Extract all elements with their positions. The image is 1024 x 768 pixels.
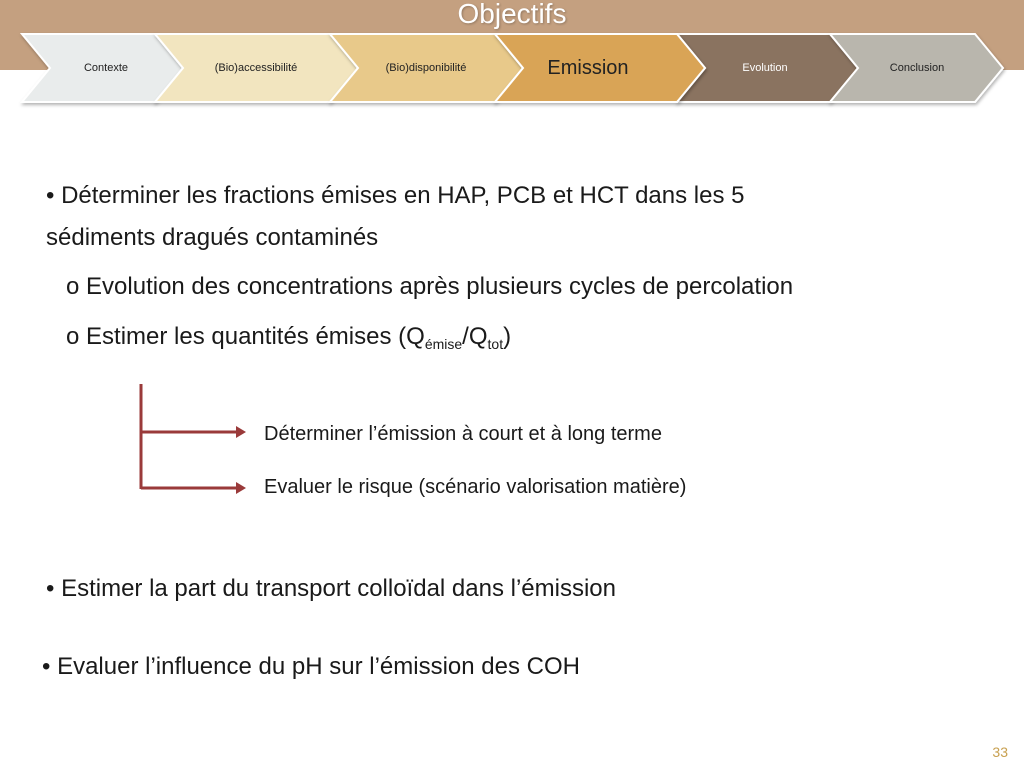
arrow-2-head <box>236 482 246 494</box>
nav-label-conclusion: Conclusion <box>889 62 945 74</box>
arrow-2-text: Evaluer le risque (scénario valorisation matière) <box>264 476 687 498</box>
sub-bullet-1-text: Evolution des concentrations après plusieurs cycles de percolation <box>86 273 794 300</box>
arrow-1-text: Déterminer l’émission à court et à long terme <box>264 423 662 445</box>
nav-label-emission: Emission <box>547 57 629 79</box>
sub-bullet-2-end: ) <box>503 323 512 350</box>
sub-bullet-2-text: Estimer les quantités émises (Q <box>86 323 425 350</box>
subscript-tot: tot <box>487 336 504 352</box>
page-number: 33 <box>992 744 1008 760</box>
nav-label-bioaccessibilite: (Bio)accessibilité <box>214 62 298 74</box>
nav-label-biodisponibilite: (Bio)disponibilité <box>385 62 467 74</box>
slide-title: Objectifs <box>457 0 567 29</box>
bullet-2: • Estimer la part du transport colloïdal dans l’émission <box>46 575 616 602</box>
sub-bullet-2-mid: /Q <box>462 323 488 350</box>
sub-bullet-2-marker: o <box>66 323 80 350</box>
bullet-3: • Evaluer l’influence du pH sur l’émission des COH <box>42 653 580 680</box>
sub-bullet-1-marker: o <box>66 273 80 300</box>
nav-label-contexte: Contexte <box>83 62 129 74</box>
arrow-1-head <box>236 426 246 438</box>
bullet-1-line2: sédiments dragués contaminés <box>46 224 379 251</box>
subscript-emise: émise <box>424 336 463 352</box>
nav-label-evolution: Evolution <box>742 62 788 74</box>
bullet-1-line1: Déterminer les fractions émises en HAP, PCB et HCT dans les 5 <box>61 182 745 209</box>
bullet-1-marker: • <box>46 182 55 209</box>
